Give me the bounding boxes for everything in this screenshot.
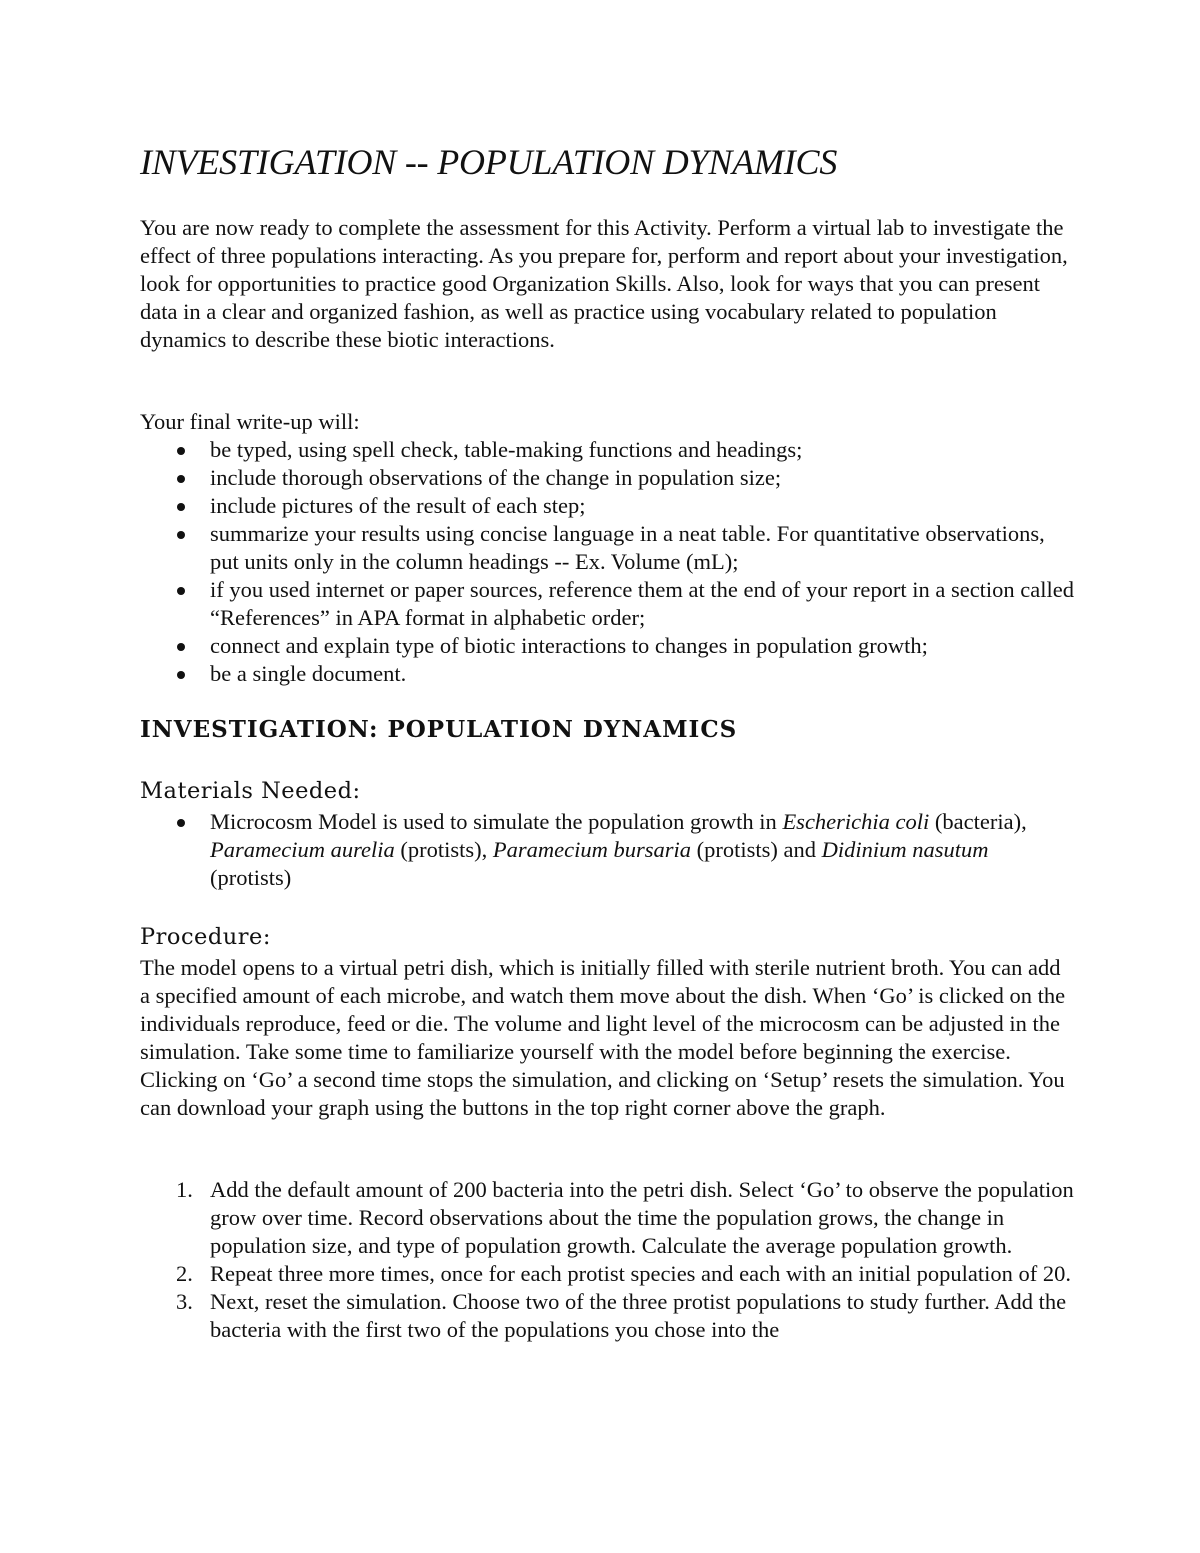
procedure-steps: [140, 1176, 1075, 1344]
step-text: Repeat three more times, once for each protist species and each with an initial population of 20.: [210, 1261, 1071, 1286]
list-item: [140, 520, 1075, 576]
list-item: [140, 576, 1075, 632]
materials-list: [140, 808, 1075, 892]
species-name: Paramecium bursaria: [492, 837, 692, 862]
list-item-text: summarize your results using concise language in a neat table. For quantitative observations, put units only in the column headings -- Ex. Volume (mL);: [210, 521, 1045, 574]
list-item: [140, 808, 1075, 892]
bullet-icon: [177, 447, 185, 455]
page-title: INVESTIGATION -- POPULATION DYNAMICS: [140, 142, 838, 182]
list-item-text: include pictures of the result of each step;: [210, 493, 586, 518]
materials-text-part: (bacteria),: [929, 809, 1027, 834]
bullet-icon: [177, 819, 185, 827]
list-item-text: if you used internet or paper sources, reference them at the end of your report in a section called “References” in APA format in alphabetic order;: [210, 577, 1075, 630]
list-item: [140, 632, 1075, 660]
materials-heading: Materials Needed:: [140, 778, 361, 804]
procedure-heading: Procedure:: [140, 924, 271, 950]
materials-text-part: Microcosm Model is used to simulate the population growth in: [210, 809, 783, 834]
step-number: 1.: [176, 1177, 193, 1202]
step-number: 2.: [176, 1261, 193, 1286]
step-item: [140, 1288, 1075, 1344]
section-heading: INVESTIGATION: POPULATION DYNAMICS: [140, 716, 738, 743]
list-item-text: be a single document.: [210, 661, 407, 686]
procedure-paragraph: The model opens to a virtual petri dish, which is initially filled with sterile nutrient broth. You can add a specified amount of each microbe, and watch them move about the dish. When ‘Go’ is clicked on the individuals reproduce, feed or die. The volume and light level of the microcosm can be adjusted in the simulation. Take some time to familiarize yourself with the model before beginning the exercise. Clicking on ‘Go’ a second time stops the simulation, and clicking on ‘Setup’ resets the simulation. You can download your graph using the buttons in the top right corner above the graph.: [140, 955, 1066, 1120]
step-item: [140, 1260, 1075, 1288]
materials-text-part: (protists): [210, 865, 292, 890]
list-item: [140, 492, 1075, 520]
bullet-icon: [177, 531, 185, 539]
list-item-text: connect and explain type of biotic interactions to changes in population growth;: [210, 633, 928, 658]
bullet-icon: [177, 643, 185, 651]
bullet-icon: [177, 503, 185, 511]
species-name: Paramecium aurelia: [210, 837, 395, 862]
writeup-label: Your final write-up will:: [140, 409, 360, 434]
step-number: 3.: [176, 1289, 193, 1314]
materials-text: [210, 809, 1027, 890]
step-text: Next, reset the simulation. Choose two of the three protist populations to study further. Add the bacteria with the first two of the populations you chose into the: [210, 1289, 1067, 1342]
list-item: [140, 436, 1075, 464]
materials-text-part: (protists),: [394, 837, 493, 862]
list-item-text: include thorough observations of the change in population size;: [210, 465, 782, 490]
step-item: [140, 1176, 1075, 1260]
bullet-icon: [177, 475, 185, 483]
intro-paragraph: You are now ready to complete the assessment for this Activity. Perform a virtual lab to investigate the effect of three populations interacting. As you prepare for, perform and report about your investigation, look for opportunities to practice good Organization Skills. Also, look for ways that you can present data in a clear and organized fashion, as well as practice using vocabulary related to population dynamics to describe these biotic interactions.: [140, 215, 1068, 352]
list-item-text: be typed, using spell check, table-making functions and headings;: [210, 437, 803, 462]
species-name: Didinium nasutum: [821, 837, 989, 862]
writeup-list: [140, 436, 1075, 688]
list-item: [140, 660, 1075, 688]
bullet-icon: [177, 587, 185, 595]
materials-text-part: (protists) and: [691, 837, 822, 862]
species-name: Escherichia coli: [782, 809, 930, 834]
step-text: Add the default amount of 200 bacteria into the petri dish. Select ‘Go’ to observe the population grow over time. Record observations about the time the population grows, the change in population size, and type of population growth. Calculate the average population growth.: [210, 1177, 1074, 1258]
bullet-icon: [177, 671, 185, 679]
list-item: [140, 464, 1075, 492]
